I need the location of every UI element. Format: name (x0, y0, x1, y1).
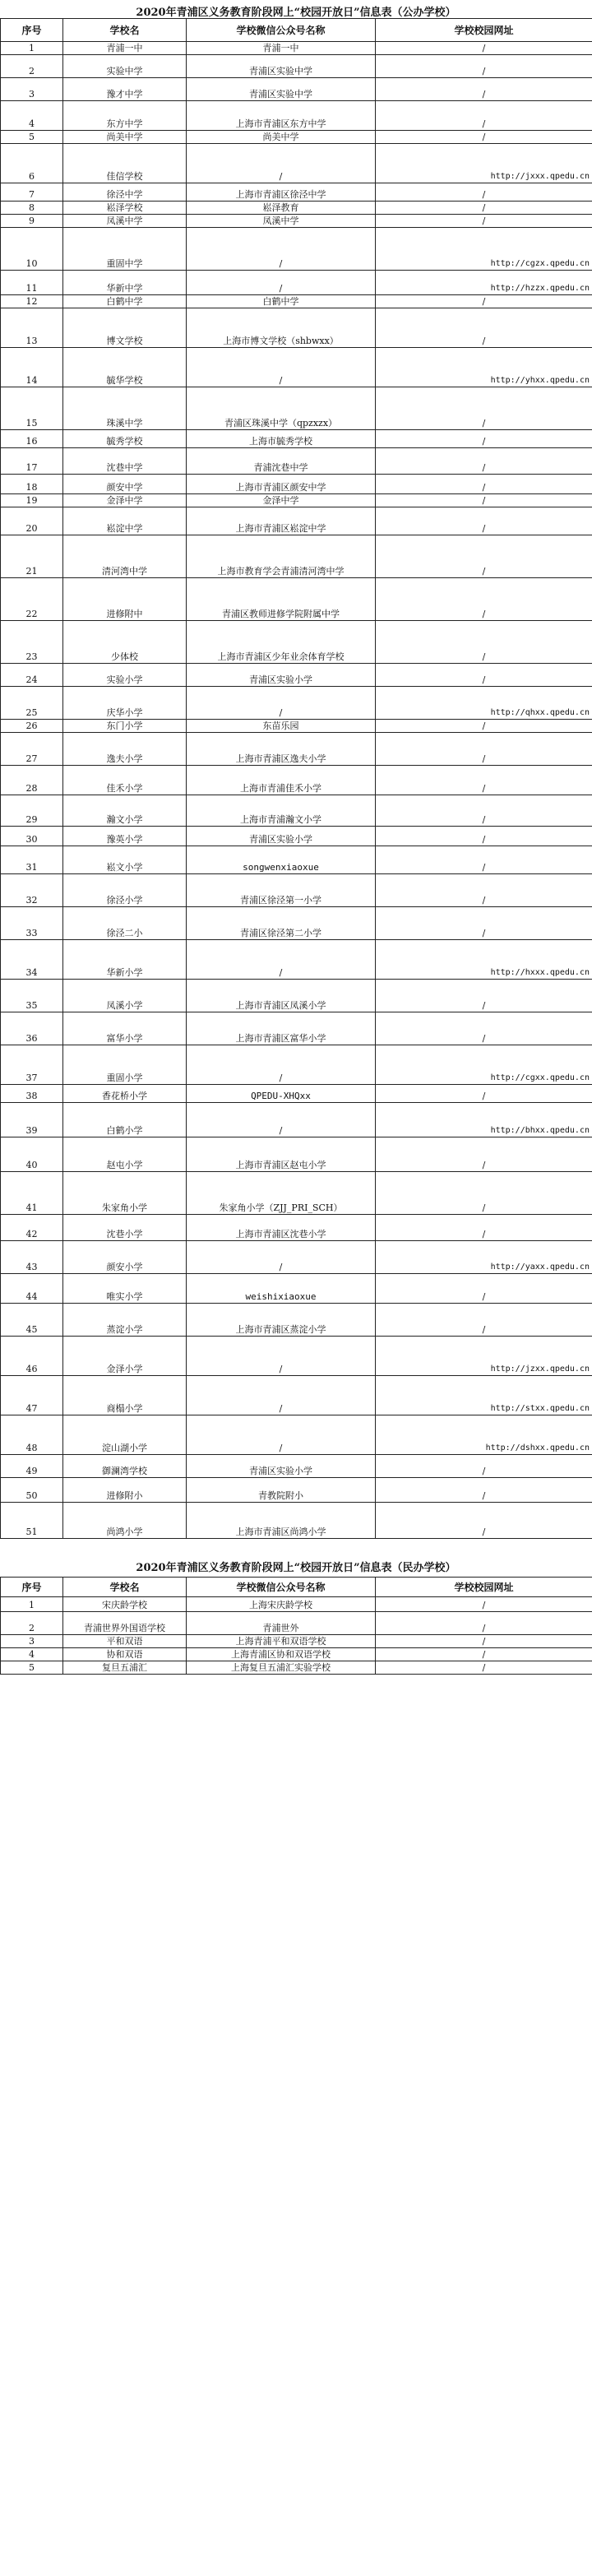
school-name: 御澜湾学校 (63, 1455, 187, 1478)
school-website: / (376, 507, 592, 535)
row-index: 38 (1, 1085, 63, 1103)
private-schools-table (0, 1577, 592, 1675)
col-header-website: 学校校园网址 (376, 19, 592, 42)
school-name: 崧文小学 (63, 846, 187, 874)
school-name: 实验中学 (63, 55, 187, 78)
wechat-account: 上海市青浦区赵屯小学 (187, 1137, 376, 1172)
wechat-account: 青浦区徐泾第二小学 (187, 907, 376, 940)
school-website: / (376, 202, 592, 215)
school-website: / (376, 874, 592, 907)
row-index: 10 (1, 228, 63, 271)
table-row (1, 42, 592, 55)
school-name: 蒸淀小学 (63, 1304, 187, 1337)
school-website[interactable]: http://cgxx.qpedu.cn (376, 1045, 592, 1085)
table-row (1, 228, 592, 271)
table-row (1, 766, 592, 795)
row-index: 26 (1, 720, 63, 733)
row-index: 31 (1, 846, 63, 874)
wechat-account: / (187, 1376, 376, 1415)
school-name: 凤溪中学 (63, 215, 187, 228)
table-row (1, 664, 592, 687)
school-website: / (376, 101, 592, 131)
wechat-account: 崧泽教育 (187, 202, 376, 215)
row-index: 37 (1, 1045, 63, 1085)
wechat-account: 金泽中学 (187, 494, 376, 507)
col-header-school: 学校名 (63, 19, 187, 42)
row-index: 20 (1, 507, 63, 535)
table-row (1, 78, 592, 101)
row-index: 25 (1, 687, 63, 720)
col-header-school: 学校名 (63, 1578, 187, 1597)
table-row (1, 940, 592, 980)
wechat-account: 青浦区教师进修学院附属中学 (187, 578, 376, 621)
wechat-account: 青浦一中 (187, 42, 376, 55)
wechat-account: 上海市青浦区尚鸿小学 (187, 1503, 376, 1539)
row-index: 9 (1, 215, 63, 228)
school-website: / (376, 215, 592, 228)
school-name: 佳信学校 (63, 144, 187, 183)
wechat-account: QPEDU-XHQxx (187, 1085, 376, 1103)
school-website: / (376, 980, 592, 1012)
row-index: 39 (1, 1103, 63, 1137)
school-name: 进修附中 (63, 578, 187, 621)
table-row (1, 687, 592, 720)
school-name: 清河湾中学 (63, 535, 187, 578)
school-name: 庆华小学 (63, 687, 187, 720)
school-name: 进修附小 (63, 1478, 187, 1503)
row-index: 3 (1, 78, 63, 101)
table-row (1, 1376, 592, 1415)
school-website[interactable]: http://bhxx.qpedu.cn (376, 1103, 592, 1137)
table-row (1, 1172, 592, 1215)
row-index: 33 (1, 907, 63, 940)
school-name: 白鹤小学 (63, 1103, 187, 1137)
table-row (1, 308, 592, 348)
school-name: 华新小学 (63, 940, 187, 980)
table-row (1, 720, 592, 733)
school-name: 青浦一中 (63, 42, 187, 55)
school-name: 徐泾小学 (63, 874, 187, 907)
school-website: / (376, 430, 592, 448)
school-website: / (376, 1635, 592, 1648)
school-website: / (376, 131, 592, 144)
wechat-account: / (187, 1103, 376, 1137)
table-row (1, 1597, 592, 1612)
row-index: 13 (1, 308, 63, 348)
table-row (1, 733, 592, 766)
row-index: 47 (1, 1376, 63, 1415)
school-website: / (376, 295, 592, 308)
school-website: / (376, 475, 592, 494)
table-row (1, 795, 592, 827)
school-website: / (376, 1304, 592, 1337)
table-row (1, 874, 592, 907)
table-row (1, 475, 592, 494)
wechat-account: / (187, 271, 376, 295)
private-table-title: 2020年青浦区义务教育阶段网上“校园开放日”信息表（民办学校） (136, 1562, 456, 1574)
col-header-wechat: 学校微信公众号名称 (187, 19, 376, 42)
wechat-account: 青浦区实验小学 (187, 1455, 376, 1478)
school-name: 香花桥小学 (63, 1085, 187, 1103)
school-website: / (376, 387, 592, 430)
row-index: 19 (1, 494, 63, 507)
school-name: 重固中学 (63, 228, 187, 271)
school-website: / (376, 1648, 592, 1661)
row-index: 43 (1, 1241, 63, 1274)
row-index: 51 (1, 1503, 63, 1539)
table-row (1, 271, 592, 295)
school-name: 商榻小学 (63, 1376, 187, 1415)
school-website: / (376, 1455, 592, 1478)
wechat-account: 上海市青浦瀚文小学 (187, 795, 376, 827)
school-website[interactable]: http://hzzx.qpedu.cn (376, 271, 592, 295)
row-index: 1 (1, 42, 63, 55)
table-row (1, 1503, 592, 1539)
wechat-account: 上海市青浦区徐泾中学 (187, 183, 376, 202)
school-name: 朱家角小学 (63, 1172, 187, 1215)
wechat-account: 上海市青浦区凤溪小学 (187, 980, 376, 1012)
school-website: / (376, 827, 592, 846)
table-row (1, 578, 592, 621)
wechat-account: 东苗乐园 (187, 720, 376, 733)
school-website: / (376, 1597, 592, 1612)
table-row (1, 827, 592, 846)
school-website: / (376, 1661, 592, 1675)
school-name: 唯实小学 (63, 1274, 187, 1304)
table-row (1, 1137, 592, 1172)
wechat-account: 青浦区实验中学 (187, 78, 376, 101)
school-website: / (376, 55, 592, 78)
school-name: 淀山湖小学 (63, 1415, 187, 1455)
school-website[interactable]: http://dshxx.qpedu.cn (376, 1415, 592, 1455)
row-index: 1 (1, 1597, 63, 1612)
wechat-account: / (187, 228, 376, 271)
private-header-row (1, 1578, 592, 1597)
table-row (1, 1085, 592, 1103)
wechat-account: weishixiaoxue (187, 1274, 376, 1304)
wechat-account: 上海市毓秀学校 (187, 430, 376, 448)
row-index: 35 (1, 980, 63, 1012)
school-website: / (376, 1478, 592, 1503)
row-index: 6 (1, 144, 63, 183)
school-name: 毓秀学校 (63, 430, 187, 448)
school-name: 逸夫小学 (63, 733, 187, 766)
school-website: / (376, 1085, 592, 1103)
wechat-account: / (187, 1415, 376, 1455)
col-header-wechat: 学校微信公众号名称 (187, 1578, 376, 1597)
row-index: 45 (1, 1304, 63, 1337)
row-index: 36 (1, 1012, 63, 1045)
table-row (1, 202, 592, 215)
row-index: 4 (1, 101, 63, 131)
school-name: 沈巷中学 (63, 448, 187, 475)
wechat-account: 青浦区珠溪中学（qpzxzx） (187, 387, 376, 430)
table-row (1, 1415, 592, 1455)
school-website: / (376, 1137, 592, 1172)
school-name: 金泽小学 (63, 1337, 187, 1376)
row-index: 41 (1, 1172, 63, 1215)
table-row (1, 846, 592, 874)
table-row (1, 1648, 592, 1661)
school-name: 颜安中学 (63, 475, 187, 494)
school-name: 豫英小学 (63, 827, 187, 846)
table-row (1, 144, 592, 183)
school-name: 珠溪中学 (63, 387, 187, 430)
wechat-account: 上海市青浦区逸夫小学 (187, 733, 376, 766)
school-website: / (376, 621, 592, 664)
wechat-account: 上海市青浦区蒸淀小学 (187, 1304, 376, 1337)
school-website: / (376, 42, 592, 55)
table-row (1, 55, 592, 78)
school-website: / (376, 1274, 592, 1304)
wechat-account: 青浦沈巷中学 (187, 448, 376, 475)
row-index: 48 (1, 1415, 63, 1455)
wechat-account: 青浦区徐泾第一小学 (187, 874, 376, 907)
wechat-account: / (187, 687, 376, 720)
public-header-row (1, 19, 592, 42)
school-website: / (376, 846, 592, 874)
row-index: 17 (1, 448, 63, 475)
row-index: 46 (1, 1337, 63, 1376)
wechat-account: 上海市青浦区少年业余体育学校 (187, 621, 376, 664)
school-name: 东门小学 (63, 720, 187, 733)
wechat-account: / (187, 1337, 376, 1376)
wechat-account: 朱家角小学（ZJJ_PRI_SCH） (187, 1172, 376, 1215)
table-row (1, 907, 592, 940)
row-index: 14 (1, 348, 63, 387)
table-row (1, 183, 592, 202)
school-website: / (376, 535, 592, 578)
table-row (1, 295, 592, 308)
row-index: 21 (1, 535, 63, 578)
school-website[interactable]: http://yhxx.qpedu.cn (376, 348, 592, 387)
table-row (1, 1635, 592, 1648)
school-name: 徐泾中学 (63, 183, 187, 202)
school-website[interactable]: http://stxx.qpedu.cn (376, 1376, 592, 1415)
school-name: 豫才中学 (63, 78, 187, 101)
school-name: 颜安小学 (63, 1241, 187, 1274)
school-website[interactable]: http://jzxx.qpedu.cn (376, 1337, 592, 1376)
wechat-account: 上海青浦区协和双语学校 (187, 1648, 376, 1661)
school-website[interactable]: http://yaxx.qpedu.cn (376, 1241, 592, 1274)
row-index: 34 (1, 940, 63, 980)
table-row (1, 494, 592, 507)
row-index: 49 (1, 1455, 63, 1478)
wechat-account: 上海市青浦区富华小学 (187, 1012, 376, 1045)
wechat-account: 上海市青浦区沈巷小学 (187, 1215, 376, 1241)
school-name: 尚美中学 (63, 131, 187, 144)
table-row (1, 101, 592, 131)
row-index: 18 (1, 475, 63, 494)
row-index: 16 (1, 430, 63, 448)
table-row (1, 448, 592, 475)
row-index: 27 (1, 733, 63, 766)
school-website[interactable]: http://qhxx.qpedu.cn (376, 687, 592, 720)
school-name: 佳禾小学 (63, 766, 187, 795)
table-row (1, 1045, 592, 1085)
school-name: 协和双语 (63, 1648, 187, 1661)
table-row (1, 1337, 592, 1376)
table-row (1, 1478, 592, 1503)
row-index: 2 (1, 1612, 63, 1635)
wechat-account: 上海市博文学校（shbwxx） (187, 308, 376, 348)
school-name: 崧泽学校 (63, 202, 187, 215)
wechat-account: 青浦世外 (187, 1612, 376, 1635)
table-row (1, 387, 592, 430)
public-schools-table (0, 18, 592, 1539)
table-row (1, 1661, 592, 1675)
school-name: 凤溪小学 (63, 980, 187, 1012)
row-index: 32 (1, 874, 63, 907)
row-index: 2 (1, 55, 63, 78)
row-index: 5 (1, 1661, 63, 1675)
wechat-account: 尚美中学 (187, 131, 376, 144)
row-index: 11 (1, 271, 63, 295)
table-row (1, 507, 592, 535)
school-website[interactable]: http://cgzx.qpedu.cn (376, 228, 592, 271)
table-row (1, 1274, 592, 1304)
school-website: / (376, 1503, 592, 1539)
table-row (1, 1455, 592, 1478)
wechat-account: 上海市青浦区颜安中学 (187, 475, 376, 494)
row-index: 30 (1, 827, 63, 846)
school-website: / (376, 1012, 592, 1045)
wechat-account: 上海市教育学会青浦清河湾中学 (187, 535, 376, 578)
school-name: 宋庆龄学校 (63, 1597, 187, 1612)
row-index: 22 (1, 578, 63, 621)
table-row (1, 430, 592, 448)
school-name: 白鹤中学 (63, 295, 187, 308)
school-name: 复旦五浦汇 (63, 1661, 187, 1675)
row-index: 50 (1, 1478, 63, 1503)
wechat-account: 青浦区实验小学 (187, 827, 376, 846)
school-name: 博文学校 (63, 308, 187, 348)
row-index: 24 (1, 664, 63, 687)
wechat-account: songwenxiaoxue (187, 846, 376, 874)
school-name: 青浦世界外国语学校 (63, 1612, 187, 1635)
wechat-account: 上海复旦五浦汇实验学校 (187, 1661, 376, 1675)
school-name: 沈巷小学 (63, 1215, 187, 1241)
school-website: / (376, 733, 592, 766)
wechat-account: / (187, 1241, 376, 1274)
table-row (1, 1304, 592, 1337)
school-name: 瀚文小学 (63, 795, 187, 827)
wechat-account: 青浦区实验中学 (187, 55, 376, 78)
school-name: 徐泾二小 (63, 907, 187, 940)
school-name: 东方中学 (63, 101, 187, 131)
table-row (1, 1241, 592, 1274)
table-row (1, 621, 592, 664)
school-name: 毓华学校 (63, 348, 187, 387)
wechat-account: 青浦区实验小学 (187, 664, 376, 687)
table-row (1, 980, 592, 1012)
table-row (1, 1215, 592, 1241)
school-name: 富华小学 (63, 1012, 187, 1045)
row-index: 23 (1, 621, 63, 664)
table-row (1, 348, 592, 387)
school-website: / (376, 1172, 592, 1215)
school-website: / (376, 78, 592, 101)
wechat-account: / (187, 940, 376, 980)
school-website: / (376, 578, 592, 621)
school-website: / (376, 308, 592, 348)
col-header-index: 序号 (1, 19, 63, 42)
row-index: 4 (1, 1648, 63, 1661)
table-row (1, 1012, 592, 1045)
wechat-account: 上海市青浦区东方中学 (187, 101, 376, 131)
col-header-index: 序号 (1, 1578, 63, 1597)
school-website: / (376, 1612, 592, 1635)
table-row (1, 535, 592, 578)
row-index: 12 (1, 295, 63, 308)
school-name: 崧淀中学 (63, 507, 187, 535)
school-name: 少体校 (63, 621, 187, 664)
school-website: / (376, 664, 592, 687)
school-name: 实验小学 (63, 664, 187, 687)
school-website: / (376, 448, 592, 475)
school-website[interactable]: http://jxxx.qpedu.cn (376, 144, 592, 183)
wechat-account: 青教院附小 (187, 1478, 376, 1503)
row-index: 3 (1, 1635, 63, 1648)
school-website: / (376, 494, 592, 507)
wechat-account: 上海青浦平和双语学校 (187, 1635, 376, 1648)
row-index: 40 (1, 1137, 63, 1172)
wechat-account: 上海宋庆龄学校 (187, 1597, 376, 1612)
school-website: / (376, 795, 592, 827)
table-row (1, 215, 592, 228)
row-index: 8 (1, 202, 63, 215)
wechat-account: 凤溪中学 (187, 215, 376, 228)
table-row (1, 1612, 592, 1635)
wechat-account: / (187, 1045, 376, 1085)
school-website: / (376, 183, 592, 202)
wechat-account: / (187, 144, 376, 183)
school-website: / (376, 720, 592, 733)
school-website: / (376, 907, 592, 940)
school-website: / (376, 766, 592, 795)
school-name: 重固小学 (63, 1045, 187, 1085)
school-name: 平和双语 (63, 1635, 187, 1648)
wechat-account: 上海市青浦佳禾小学 (187, 766, 376, 795)
school-website: / (376, 1215, 592, 1241)
school-website[interactable]: http://hxxx.qpedu.cn (376, 940, 592, 980)
table-row (1, 1103, 592, 1137)
school-name: 华新中学 (63, 271, 187, 295)
wechat-account: / (187, 348, 376, 387)
public-table-title: 2020年青浦区义务教育阶段网上“校园开放日”信息表（公办学校） (136, 7, 456, 19)
wechat-account: 白鹤中学 (187, 295, 376, 308)
row-index: 7 (1, 183, 63, 202)
school-name: 尚鸿小学 (63, 1503, 187, 1539)
row-index: 44 (1, 1274, 63, 1304)
table-row (1, 131, 592, 144)
row-index: 29 (1, 795, 63, 827)
col-header-website: 学校校园网址 (376, 1578, 592, 1597)
school-name: 金泽中学 (63, 494, 187, 507)
wechat-account: 上海市青浦区崧淀中学 (187, 507, 376, 535)
row-index: 28 (1, 766, 63, 795)
row-index: 42 (1, 1215, 63, 1241)
row-index: 5 (1, 131, 63, 144)
row-index: 15 (1, 387, 63, 430)
school-name: 赵屯小学 (63, 1137, 187, 1172)
